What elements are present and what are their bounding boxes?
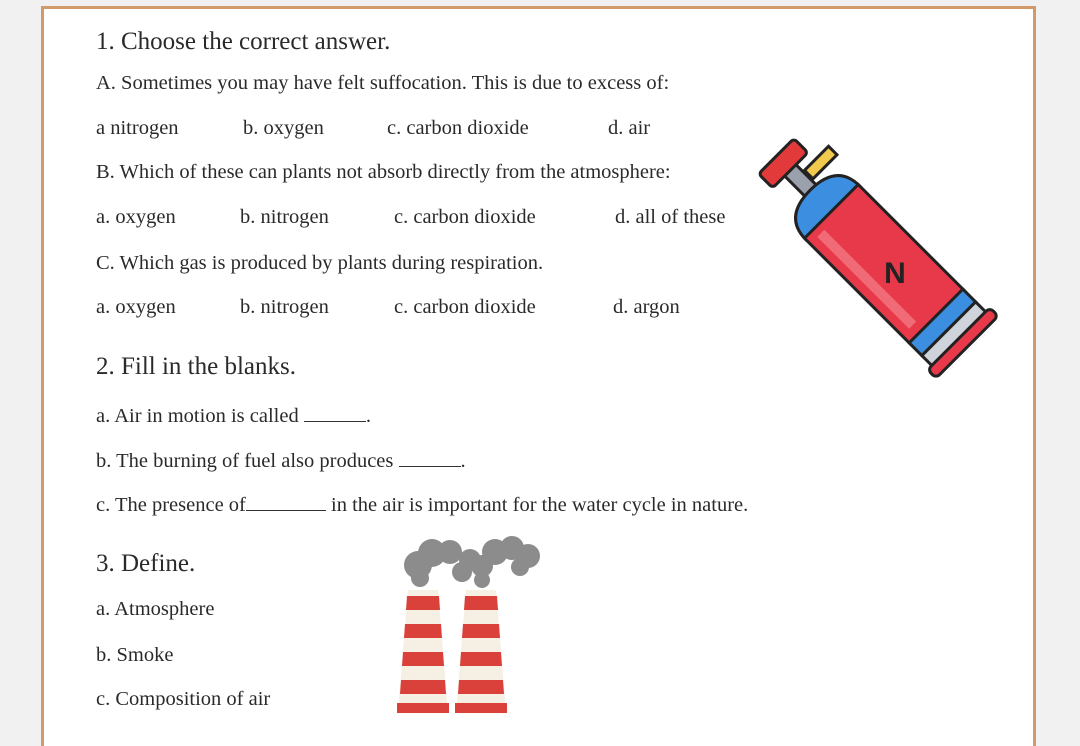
option-a: a nitrogen — [96, 117, 179, 139]
option-b: b. nitrogen — [240, 206, 329, 228]
q3-item-composition: c. Composition of air — [96, 688, 271, 710]
option-c: c. carbon dioxide — [394, 296, 536, 318]
option-d: d. all of these — [615, 206, 726, 228]
q3-item-atmosphere: a. Atmosphere — [96, 598, 215, 620]
q2c-end: in the air is important for the water cycle in nature. — [325, 494, 749, 516]
q1-heading: 1. Choose the correct answer. — [96, 28, 391, 55]
option-a: a. oxygen — [96, 296, 176, 318]
q1b-question: B. Which of these can plants not absorb directly from the atmosphere: — [96, 161, 671, 183]
cylinder-label: N — [884, 257, 906, 290]
option-c: c. carbon dioxide — [387, 117, 529, 139]
q1c-question: C. Which gas is produced by plants during respiration. — [96, 252, 544, 274]
q3-heading: 3. Define. — [96, 550, 196, 577]
q2b-text: b. The burning of fuel also produces — [96, 450, 394, 472]
q2-heading: 2. Fill in the blanks. — [96, 353, 296, 380]
q2b-end: . — [460, 450, 466, 472]
option-a: a. oxygen — [96, 206, 176, 228]
option-d: d. air — [608, 117, 651, 139]
option-b: b. oxygen — [243, 117, 324, 139]
q1a-question: A. Sometimes you may have felt suffocation. This is due to excess of: — [96, 72, 670, 94]
q2a-text: a. Air in motion is called — [96, 405, 299, 427]
option-d: d. argon — [613, 296, 680, 318]
option-b: b. nitrogen — [240, 296, 329, 318]
q2c-text: c. The presence of — [96, 494, 246, 516]
q3-item-smoke: b. Smoke — [96, 644, 174, 666]
q2a-end: . — [365, 405, 371, 427]
option-c: c. carbon dioxide — [394, 206, 536, 228]
